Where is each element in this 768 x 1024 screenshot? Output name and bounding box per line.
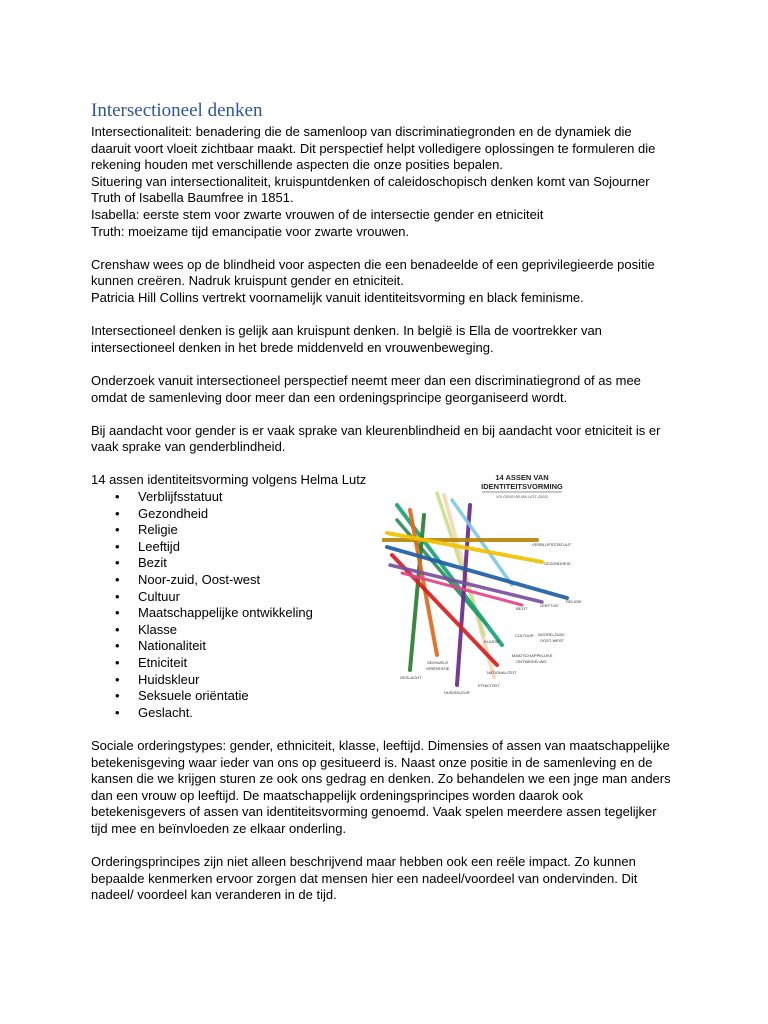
text-line: rekening houden met verschillende aspecten die onze posities bepalen. <box>91 157 503 173</box>
label-nationaliteit: NATIONALITEIT <box>487 670 517 675</box>
text-line: omdat de samenleving door meer dan een ordeningsprincipe georganiseerd wordt. <box>91 389 568 405</box>
list-item: • Maatschappelijke ontwikkeling <box>91 605 681 622</box>
text-line: bepaalde kenmerken ervoor zorgen dat mensen hier een nadeel/voordeel van ondervinden. Dit <box>91 870 638 886</box>
huidskleur-axis-line <box>457 505 470 685</box>
text-line: Bij aandacht voor gender is er vaak sprake van kleurenblindheid en bij aandacht voor etniciteit is er <box>91 422 661 438</box>
text-line: Crenshaw wees op de blindheid voor aspecten die een benadeelde of een geprivilegieerde positie <box>91 256 655 272</box>
text-line: betekenisgevers of assen van identiteitsvorming genoemd. Vaak spelen meerdere assen tegelijker <box>91 804 657 820</box>
label-noordzuid-2: OOST-WEST <box>540 638 564 643</box>
label-geslacht: GESLACHT <box>400 675 422 680</box>
list-item: • Nationaliteit <box>91 638 681 655</box>
axes-diagram-figure <box>382 465 582 697</box>
text-line: Onderzoek vanuit intersectioneel perspectief neemt meer dan een discriminatiegrond of as mee <box>91 372 641 388</box>
text-line: dan een vrouw op leeftijd. De maatschappelijk ordeningsprincipes worden daarok ook <box>91 787 584 803</box>
crenshaw-paragraph <box>91 257 681 307</box>
label-seksueel-1: SEKSUELE <box>427 660 449 665</box>
text-line: Intersectionaliteit: benadering die de samenloop van discriminatiegronden en de dynamiek die <box>91 124 632 139</box>
text-line: vaak sprake van genderblindheid. <box>91 439 286 455</box>
kruispunt-paragraph <box>91 323 681 356</box>
list-item: • Gezondheid <box>91 506 681 523</box>
page-title: Intersectioneel denken <box>91 100 263 121</box>
label-leeftijd: LEEFTIJD <box>540 603 559 608</box>
text-line: nadeel/ voordeel kan veranderen in de tijd. <box>91 887 337 903</box>
list-item: • Etniciteit <box>91 655 681 672</box>
list-item: • Bezit <box>91 555 681 572</box>
figure-title-line1: 14 ASSEN VAN <box>495 473 549 482</box>
text-line: intersectioneel denken in het brede middenveld en vrouwenbeweging. <box>91 339 494 355</box>
label-noordzuid-1: NOORD-ZUID/ <box>538 632 565 637</box>
text-line: Sociale orderingstypes: gender, ethniciteit, klasse, leeftijd. Dimensies of assen van maatschappelijke <box>91 737 670 753</box>
text-line: Orderingsprincipes zijn niet alleen beschrijvend maar hebben ook een reële impact. Zo kunnen <box>91 854 636 870</box>
label-seksueel-2: ORIËNTATIE <box>426 666 450 671</box>
list-heading: 14 assen identiteitsvorming volgens Helma Lutz <box>91 472 367 488</box>
label-verblijfsstatuut: VERBLIJFSSTATUUT <box>532 542 572 547</box>
list-item: • Geslacht. <box>91 705 681 722</box>
figure-subtitle: VOLGENS HELMA LUTZ (2002) <box>496 495 548 499</box>
axes-diagram <box>382 465 582 697</box>
aandacht-paragraph <box>91 423 681 456</box>
label-gezondheid: GEZONDHEID <box>544 561 571 566</box>
figure-title-line2: IDENTITEITSVORMING <box>481 482 563 491</box>
intro-paragraph <box>91 124 681 240</box>
list-item: • Leeftijd <box>91 539 681 556</box>
text-line: betekenisgeving waar ieder van ons op gesitueerd is. Naast onze positie in de samenleving en de <box>91 754 653 770</box>
label-bezit: BEZIT <box>516 606 528 611</box>
list-item: • Noor-zuid, Oost-west <box>91 572 681 589</box>
label-cultuur: CULTUUR <box>515 633 534 638</box>
sociale-paragraph <box>91 738 681 838</box>
label-maatschappelijk-2: ONTWIKKELING <box>516 659 547 664</box>
list-item: • Religie <box>91 522 681 539</box>
label-maatschappelijk-1: MAATSCHAPPELIJKE <box>512 653 553 658</box>
text-line: Truth of Isabella Baumfree in 1851. <box>91 190 294 206</box>
list-item: • Seksuele oriëntatie <box>91 688 681 705</box>
label-huidskleur: HUIDSKLEUR <box>444 690 470 695</box>
text-line: Intersectioneel denken is gelijk aan kruispunt denken. In belgië is Ella de voortrekker van <box>91 323 602 339</box>
text-line: Isabella: eerste stem voor zwarte vrouwen of de intersectie gender en etniciteit <box>91 206 544 222</box>
label-etniciteit: ETNICITEIT <box>478 683 500 688</box>
ordening-paragraph <box>91 854 681 904</box>
onderzoek-paragraph <box>91 373 681 406</box>
text-line: Patricia Hill Collins vertrekt voornamelijk vanuit identiteitsvorming en black feminisme. <box>91 289 584 305</box>
text-line: daaruit voort vloeit zichtbaar maakt. Dit perspectief helpt volledigere oplossingen te formuleren die <box>91 140 656 156</box>
label-klasse: KLASSE <box>484 639 500 644</box>
text-line: kansen die we krijgen sturen ze ook ons gedrag en denken. Zo behandelen we een jnge man anders <box>91 771 671 787</box>
label-religie: RELIGIE <box>566 599 582 604</box>
text-line: tijd mee en beïnvloeden ze elkaar onderling. <box>91 820 347 836</box>
text-line: kunnen creëren. Nadruk kruispunt gender en etniciteit. <box>91 273 404 289</box>
text-line: Situering van intersectionaliteit, kruispuntdenken of caleidoschopisch denken komt van Sojourner <box>91 173 650 189</box>
list-item: • Cultuur <box>91 589 681 606</box>
list-item: • Huidskleur <box>91 672 681 689</box>
list-item: • Verblijfsstatuut <box>91 489 681 506</box>
list-item: • Klasse <box>91 622 681 639</box>
text-line: Truth: moeizame tijd emancipatie voor zwarte vrouwen. <box>91 223 410 239</box>
